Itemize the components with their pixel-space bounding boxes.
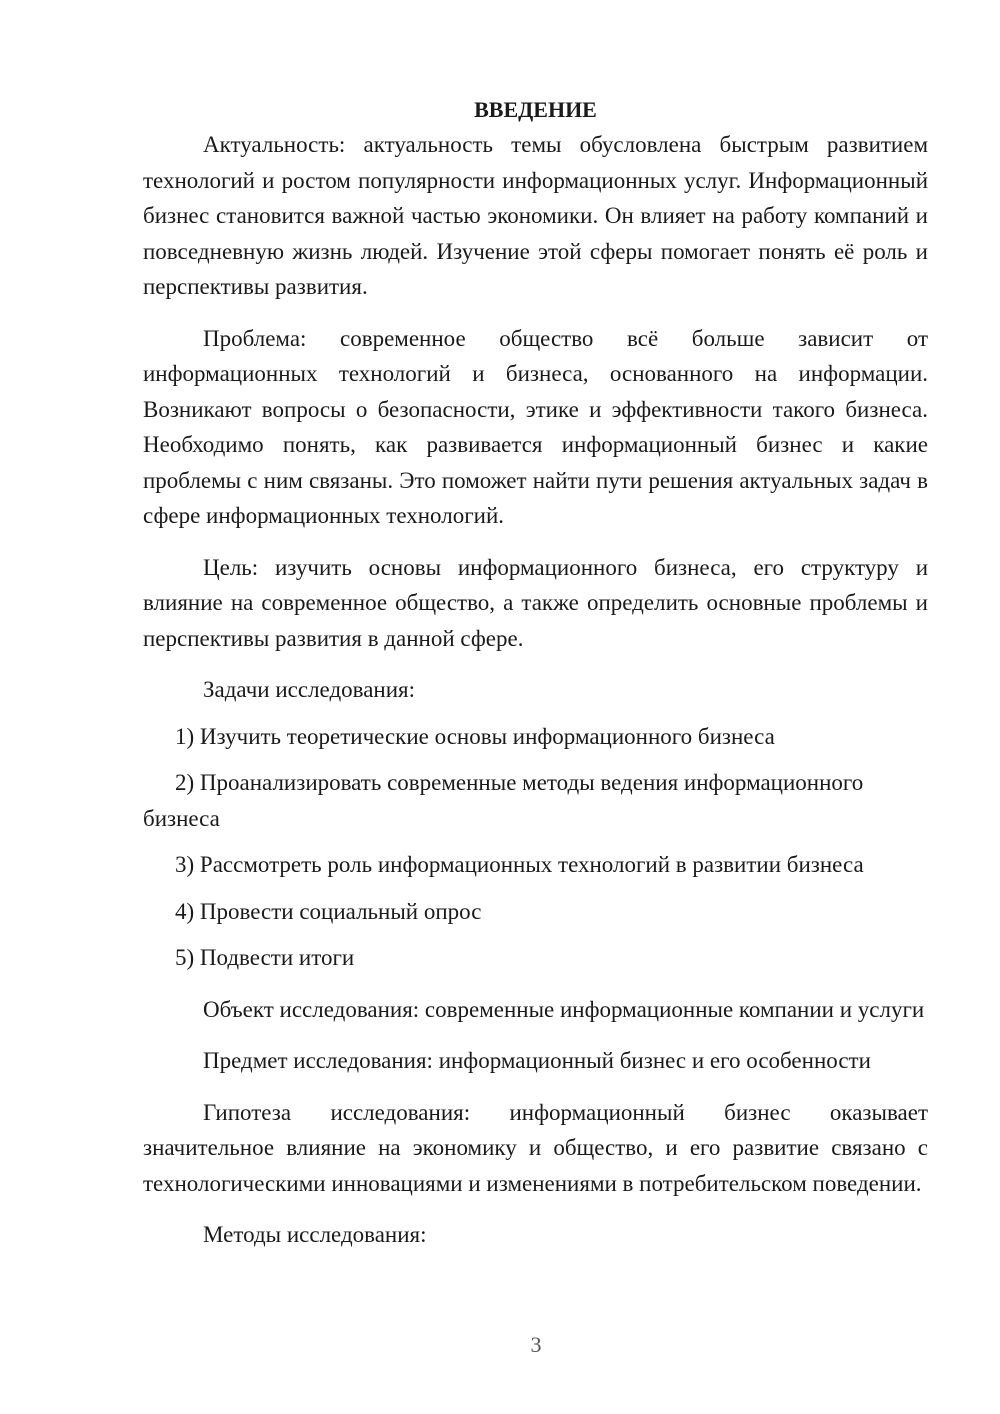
- methods-title: Методы исследования:: [203, 1222, 427, 1247]
- task-item-4: 4) Провести социальный опрос: [175, 898, 482, 924]
- task-item-5: 5) Подвести итоги: [175, 945, 355, 970]
- subject-paragraph: Предмет исследования: информационный бизнес и его особенности: [203, 1048, 871, 1073]
- relevance-paragraph: Актуальность: актуальность темы обусловлена быстрым развитием технологий и ростом популярности информационных услуг. Информационный бизнес становится важной частью экономики. Он влияет на работу компаний и повседневную жизнь людей. Изучение этой сферы помогает понять её роль и перспективы развития.: [143, 132, 928, 299]
- goal-paragraph: Цель: изучить основы информационного бизнеса, его структуру и влияние на современное общество, а также определить основные проблемы и перспективы развития в данной сфере.: [143, 554, 928, 651]
- task-item-1: 1) Изучить теоретические основы информационного бизнеса: [175, 723, 775, 749]
- page-content: [143, 92, 928, 1253]
- task-item-3: 3) Рассмотреть роль информационных технологий в развитии бизнеса: [175, 852, 864, 877]
- problem-paragraph: Проблема: современное общество всё больше зависит от информационных технологий и бизнеса, основанного на информации. Возникают вопросы о безопасности, этике и эффективности такого бизнеса. Необходимо понять, как развивается информационный бизнес и какие проблемы с ним связаны. Это поможет найти пути решения актуальных задач в сфере информационных технологий.: [143, 325, 928, 528]
- task-item-2: 2) Проанализировать современные методы ведения информационного бизнеса: [143, 770, 864, 831]
- object-paragraph: Объект исследования: современные информационные компании и услуги: [203, 996, 925, 1022]
- tasks-title: Задачи исследования:: [203, 677, 416, 702]
- section-heading: ВВЕДЕНИЕ: [474, 97, 597, 122]
- hypothesis-paragraph: Гипотеза исследования: информационный бизнес оказывает значительное влияние на экономику и общество, и его развитие связано с технологическими инновациями и изменениями в потребительском поведении.: [143, 1099, 928, 1196]
- page-number: 3: [530, 1332, 542, 1357]
